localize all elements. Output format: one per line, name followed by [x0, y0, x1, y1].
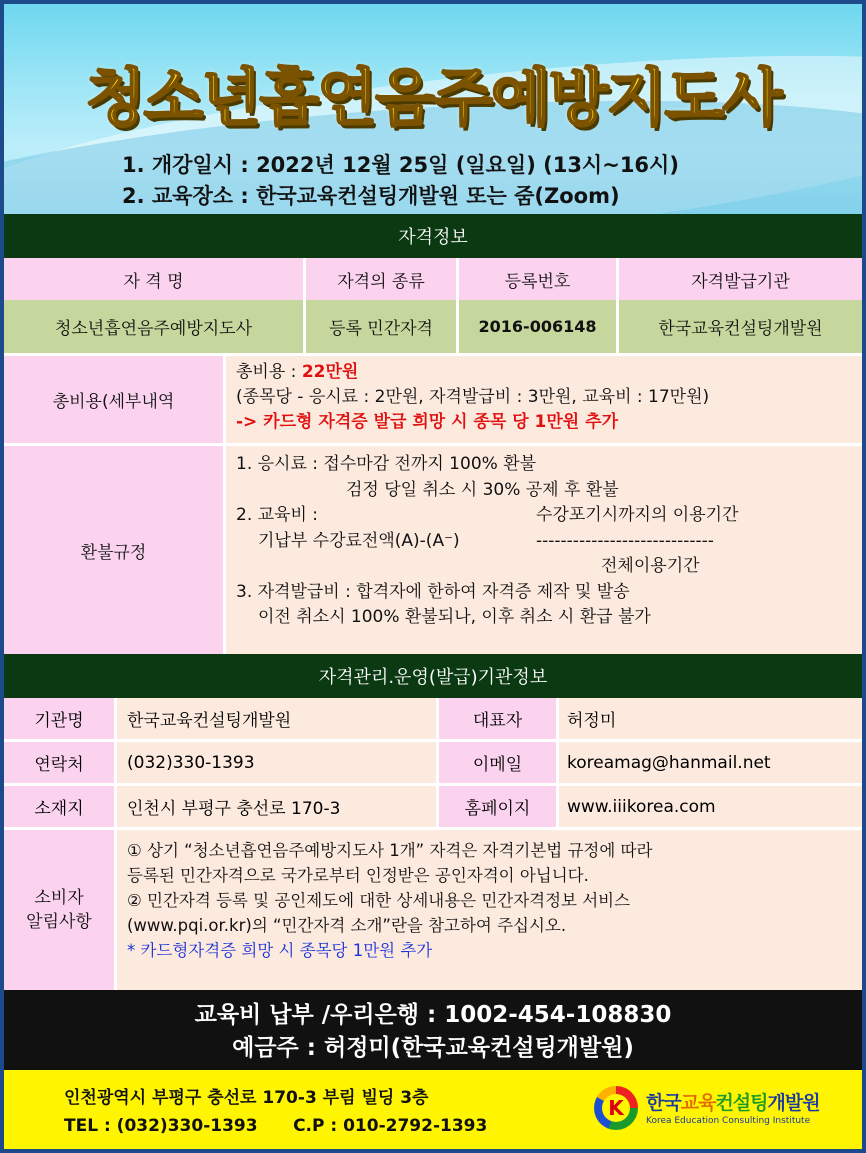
org-key: 소재지 — [4, 786, 117, 827]
poster-header — [4, 4, 862, 214]
org-key: 이메일 — [439, 742, 559, 783]
refund-line-part: 2. 교육비 : — [236, 505, 319, 525]
schedule-info — [122, 150, 679, 212]
org-row — [4, 698, 862, 742]
logo-icon — [594, 1086, 638, 1130]
logo-text: 교육 — [680, 1092, 716, 1114]
logo-text: 한국 — [646, 1092, 681, 1114]
qualification-name: 청소년흡연음주예방지도사 — [4, 300, 306, 353]
cost-total-value: 22만원 — [301, 362, 359, 382]
org-key: 대표자 — [439, 698, 559, 739]
refund-label: 환불규정 — [4, 446, 226, 654]
org-section-header — [4, 654, 862, 698]
column-header: 등록번호 — [459, 258, 619, 300]
notice-line: ② 민간자격 등록 및 공인제도에 대한 상세내용은 민간자격정보 서비스 — [127, 891, 631, 910]
cost-content — [226, 356, 862, 443]
notice-line: (www.pqi.or.kr)의 “민간자격 소개”란을 참고하여 주십시오. — [127, 916, 567, 935]
org-row — [4, 742, 862, 786]
logo-text: 개발원 — [767, 1092, 820, 1114]
refund-line: 검정 당일 취소 시 30% 공제 후 환불 — [346, 479, 619, 500]
cost-breakdown: (종목당 - 응시료 : 2만원, 자격발급비 : 3만원, 교육비 : 17만원) — [236, 387, 710, 407]
qualification-section-header — [4, 214, 862, 258]
refund-row — [4, 443, 862, 654]
company-logo — [594, 1084, 849, 1138]
refund-line — [236, 503, 852, 529]
logo-text: 컨설팅 — [715, 1092, 768, 1114]
refund-content — [226, 446, 862, 654]
schedule-date: 1. 개강일시 : 2022년 12월 25일 (일요일) (13시~16시) — [122, 153, 679, 177]
cost-total-prefix: 총비용 : — [236, 362, 302, 382]
logo-english-name: Korea Education Consulting Institute — [646, 1116, 811, 1126]
email-link[interactable]: koreamag@hanmail.net — [559, 742, 862, 783]
section-title: 자격관리.운영(발급)기관정보 — [4, 654, 862, 698]
org-value: 허정미 — [559, 698, 862, 739]
cost-label: 총비용(세부내역 — [4, 356, 226, 443]
notice-card-note: * 카드형자격증 희망 시 종목당 1만원 추가 — [127, 941, 433, 960]
org-row — [4, 786, 862, 830]
footer-address: 인천광역시 부평구 충선로 170-3 부림 빌딩 3층 — [64, 1088, 429, 1108]
registration-number: 2016-006148 — [459, 300, 619, 353]
footer-address-block — [64, 1084, 487, 1140]
org-value: (032)330-1393 — [117, 742, 439, 783]
refund-line: 1. 응시료 : 접수마감 전까지 100% 환불 — [236, 454, 537, 474]
org-value: 한국교육컨설팅개발원 — [117, 698, 439, 739]
card-note: -> 카드형 자격증 발급 희망 시 종목 당 1만원 추가 — [236, 412, 618, 432]
refund-line-part: 기납부 수강료전액(A)-(A⁻) — [258, 530, 460, 551]
notice-line: 등록된 민간자격으로 국가로부터 인정받은 공인자격이 아닙니다. — [127, 866, 589, 885]
logo-mark: K — [602, 1094, 630, 1122]
cost-row — [4, 353, 862, 443]
logo-korean-name — [646, 1088, 820, 1115]
qualification-type: 등록 민간자격 — [306, 300, 459, 353]
notice-label — [4, 830, 117, 990]
column-header: 자 격 명 — [4, 258, 306, 300]
account-holder: 예금주 : 허정미(한국교육컨설팅개발원) — [232, 1035, 634, 1061]
org-key: 기관명 — [4, 698, 117, 739]
refund-line-part: 수강포기시까지의 이용기간 — [536, 505, 739, 525]
footer — [4, 1070, 862, 1149]
refund-line — [236, 529, 852, 555]
org-key: 연락처 — [4, 742, 117, 783]
column-header: 자격발급기관 — [619, 258, 862, 300]
org-value: 인천시 부평구 충선로 170-3 — [117, 786, 439, 827]
refund-line: 3. 자격발급비 : 합격자에 한하여 자격증 제작 및 발송 — [236, 581, 630, 602]
qualification-table-header — [4, 258, 862, 300]
schedule-place: 2. 교육장소 : 한국교육컨설팅개발원 또는 줌(Zoom) — [122, 184, 620, 208]
qualification-table-row — [4, 300, 862, 353]
column-header: 자격의 종류 — [306, 258, 459, 300]
homepage-link[interactable]: www.iiikorea.com — [559, 786, 862, 827]
cost-total — [236, 360, 852, 385]
footer-contact: TEL : (032)330-1393 C.P : 010-2792-1393 — [64, 1116, 488, 1136]
page-title: 청소년흡연음주예방지도사 — [85, 61, 781, 134]
refund-line: 전체이용기간 — [601, 556, 700, 576]
section-title: 자격정보 — [4, 214, 862, 258]
notice-content — [117, 830, 862, 990]
refund-line: 이전 취소시 100% 환불되나, 이후 취소 시 환급 불가 — [258, 607, 651, 627]
notice-row — [4, 830, 862, 990]
notice-line: ① 상기 “청소년흡연음주예방지도사 1개” 자격은 자격기본법 규정에 따라 — [127, 841, 653, 860]
notice-label-line: 알림사항 — [26, 912, 92, 932]
org-key: 홈페이지 — [439, 786, 559, 827]
bank-account: 교육비 납부 /우리은행 : 1002-454-108830 — [194, 1002, 672, 1028]
payment-info — [4, 990, 862, 1070]
issuing-agency: 한국교육컨설팅개발원 — [619, 300, 862, 353]
refund-line-part: ----------------------------- — [536, 530, 714, 551]
notice-label-line: 소비자 — [34, 888, 84, 908]
